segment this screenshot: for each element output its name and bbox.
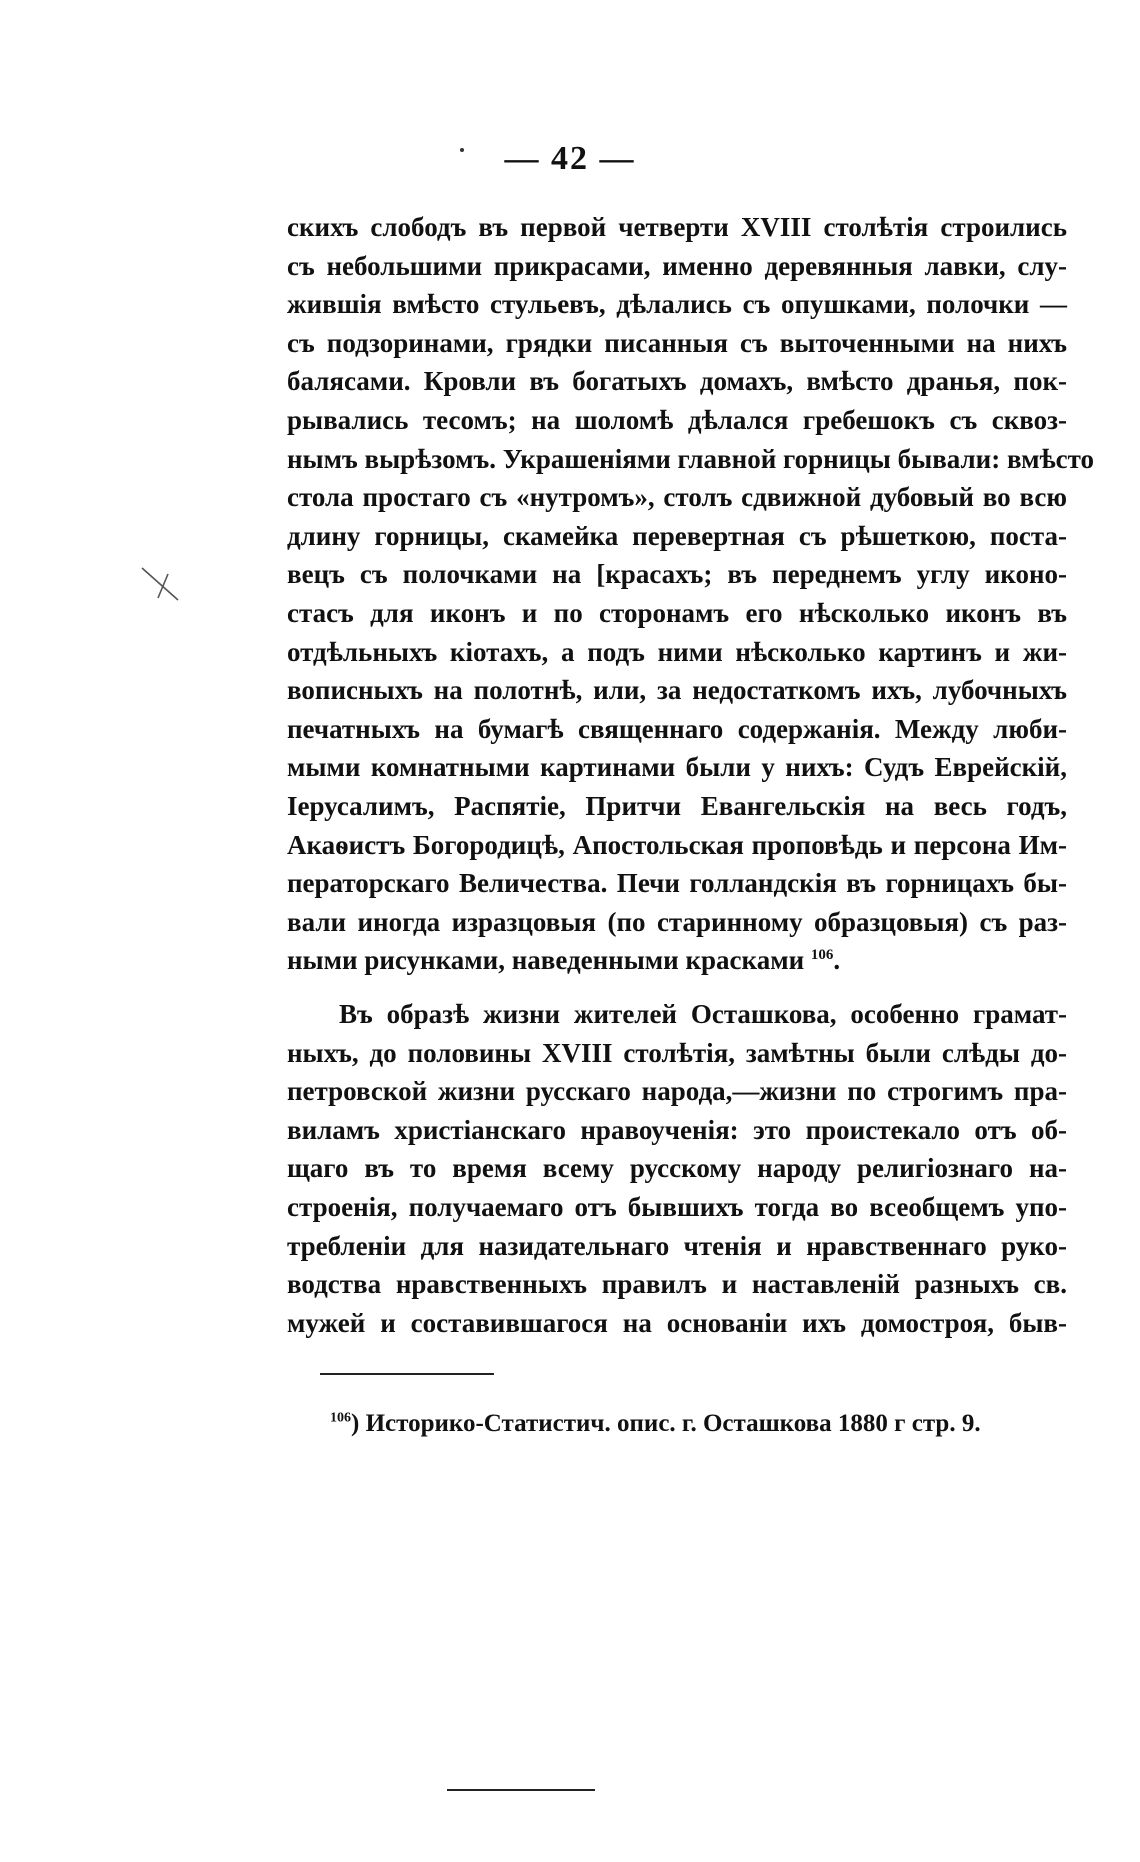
text-line: стасъ для иконъ и по сторонамъ его нѣсколько иконъ въ <box>287 597 1067 628</box>
text-line: Въ образѣ жизни жителей Осташкова, особенно грамат- <box>339 999 1067 1029</box>
text-line: петровской жизни русскаго народа,—жизни по строгимъ пра- <box>287 1076 1067 1107</box>
text-line-content: ными рисунками, наведенными красками <box>287 945 805 976</box>
bottom-rule <box>447 1789 595 1791</box>
text-line: нымъ вырѣзомъ. Украшеніями главной горницы бывали: вмѣсто <box>287 443 1095 474</box>
text-line: жившія вмѣсто стульевъ, дѣлались съ опушками, полочки — <box>287 289 1067 320</box>
text-line: требленіи для назидательнаго чтенія и нравственнаго руко- <box>287 1230 1067 1261</box>
text-line: скихъ слободъ въ первой четверти XVIII столѣтія строились <box>287 212 1067 242</box>
text-line: водства нравственныхъ правилъ и наставленій разныхъ св. <box>287 1269 1067 1300</box>
text-line: ныхъ, до половины XVIII столѣтія, замѣтны были слѣды до- <box>287 1037 1067 1068</box>
footnote-divider <box>320 1373 494 1375</box>
page-number: — 42 — <box>504 140 636 177</box>
text-line: Акаѳистъ Богородицѣ, Апостольская проповѣдь и персона Им- <box>287 829 1067 860</box>
text-line: печатныхъ на бумагѣ священнаго содержанія. Между люби- <box>287 713 1067 744</box>
text-line: вецъ съ полочками на [красахъ; въ переднемъ углу иконо- <box>287 559 1067 590</box>
text-line: мужей и составившагося на основаніи ихъ домостроя, быв- <box>287 1307 1067 1338</box>
paragraph-1 <box>287 208 1095 980</box>
text-line: рывались тесомъ; на шоломѣ дѣлался гребешокъ съ сквоз- <box>287 404 1067 435</box>
footnote: $^{106}$) Историко-Статистич. опис. г. Осташкова 1880 г стр. 9. <box>330 1410 981 1437</box>
text-line: длину горницы, скамейка перевертная съ рѣшеткою, поста- <box>287 520 1067 551</box>
text-line: вали иногда изразцовыя (по старинному образцовыя) съ раз- <box>287 906 1067 937</box>
text-line: виламъ христіанскаго нравоученія: это проистекало отъ об- <box>287 1114 1067 1145</box>
text-line: вописныхъ на полотнѣ, или, за недостаткомъ ихъ, лубочныхъ <box>287 675 1067 706</box>
text-line: щаго въ то время всему русскому народу религіознаго на- <box>287 1153 1067 1184</box>
footnote-ref: 106 <box>810 947 834 964</box>
text-line: отдѣльныхъ кіотахъ, а подъ ними нѣсколько картинъ и жи- <box>287 636 1067 667</box>
text-line: съ небольшими прикрасами, именно деревянныя лавки, слу- <box>287 250 1067 281</box>
text-line-last <box>287 941 1067 980</box>
paragraph-2 <box>287 995 1067 1342</box>
footnote-text: Историко-Статистич. опис. г. Осташкова 1880 г стр. 9. <box>365 1410 981 1437</box>
end-punct: . <box>833 945 841 976</box>
text-line: стола простаго съ «нутромъ», столъ сдвижной дубовый во всю <box>287 482 1067 513</box>
text-line: съ подзоринами, грядки писанныя съ выточенными на нихъ <box>287 327 1067 358</box>
text-line: Іерусалимъ, Распятіе, Притчи Евангельскія на весь годъ, <box>287 790 1067 821</box>
text-line: балясами. Кровли въ богатыхъ домахъ, вмѣсто дранья, пок- <box>287 366 1067 397</box>
text-line: строенія, получаемаго отъ бывшихъ тогда во всеобщемъ упо- <box>287 1191 1067 1222</box>
footnote-marker: 106 <box>330 1410 351 1426</box>
pencil-x-mark-icon <box>138 560 182 604</box>
text-line: мыми комнатными картинами были у нихъ: Судъ Еврейскій, <box>287 752 1067 783</box>
text-line: ператорскаго Величества. Печи голландскія въ горницахъ бы- <box>287 868 1067 899</box>
